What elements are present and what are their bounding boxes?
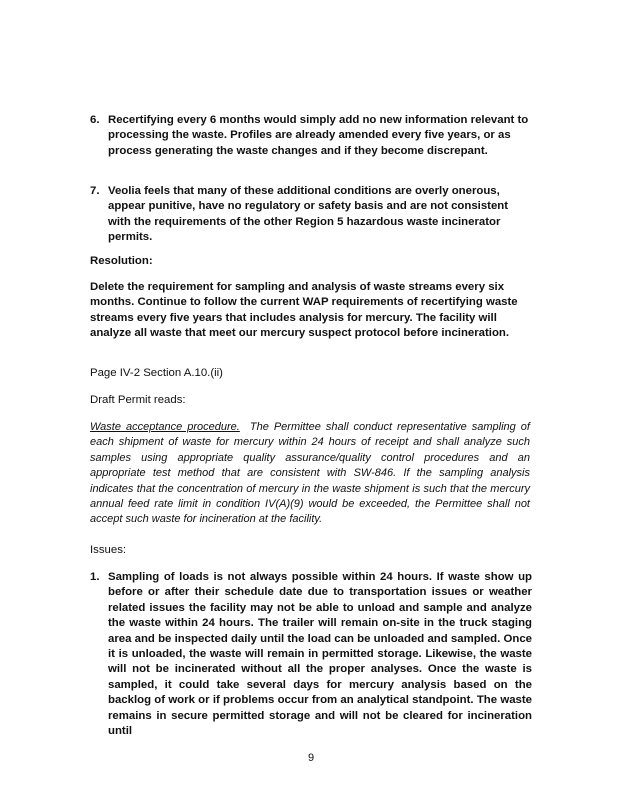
list-item-text: Recertifying every 6 months would simply add no new information relevant to processing the waste. Profiles are already amended every five years, or as process generating the waste changes and if they become discrepant. bbox=[108, 114, 529, 157]
list-item-text: Sampling of loads is not always possible within 24 hours. If waste show up before or after their schedule date due to transportation issues or weather related issues the facility may not be able to unload and sample and analyze the waste within 24 hours. The trailer will remain on-site in the truck staging area and be inspected daily until the load can be unloaded and sampled. Once it is unloaded, the waste will remain in permitted storage. Likewise, the waste will not be incinerated without all the proper analyses. Once the waste is sampled, it could take several days for mercury analysis based on the backlog of work or if problems occur from an analytical standpoint. The waste remains in secure permitted storage and will not be cleared for incineration until bbox=[108, 571, 532, 738]
list-item-number: 6. bbox=[90, 114, 100, 126]
list-item-text: Veolia feels that many of these additional conditions are overly onerous, appear punitive, have no regulatory or safety basis and are not consistent with the requirements of the other Region 5 hazardous waste incinerator permits. bbox=[108, 185, 509, 244]
issues-heading: Issues: bbox=[90, 544, 127, 556]
list-item-number: 7. bbox=[90, 185, 100, 197]
list-item-7 bbox=[90, 184, 532, 246]
list-item-6 bbox=[90, 113, 532, 159]
resolution-heading: Resolution: bbox=[90, 255, 153, 267]
page-number: 9 bbox=[307, 752, 315, 764]
list-item-1 bbox=[90, 570, 532, 739]
quote-body: The Permittee shall conduct representative sampling of each shipment of waste for mercury within 24 hours of receipt and shall analyze such samples using appropriate quality assurance/quality control procedures and an appropriate test method that are consistent with SW-846. If the sampling analysis indicates that the concentration of mercury in the waste shipment is such that the mercury annual feed rate limit in condition IV(A)(9) would be exceeded, the Permittee shall not accept such waste for incineration at the facility. bbox=[90, 421, 530, 526]
permit-quote bbox=[90, 420, 530, 528]
quote-title: Waste acceptance procedure. bbox=[90, 421, 240, 433]
section-reference: Page IV-2 Section A.10.(ii) bbox=[90, 367, 223, 379]
list-item-number: 1. bbox=[90, 571, 100, 583]
resolution-paragraph: Delete the requirement for sampling and analysis of waste streams every six months. Continue to follow the current WAP requirements of recertifying waste streams every five years that includes analysis for mercury. The facility will analyze all waste that meet our mercury suspect protocol before incineration. bbox=[90, 281, 518, 340]
draft-permit-label: Draft Permit reads: bbox=[90, 394, 186, 406]
